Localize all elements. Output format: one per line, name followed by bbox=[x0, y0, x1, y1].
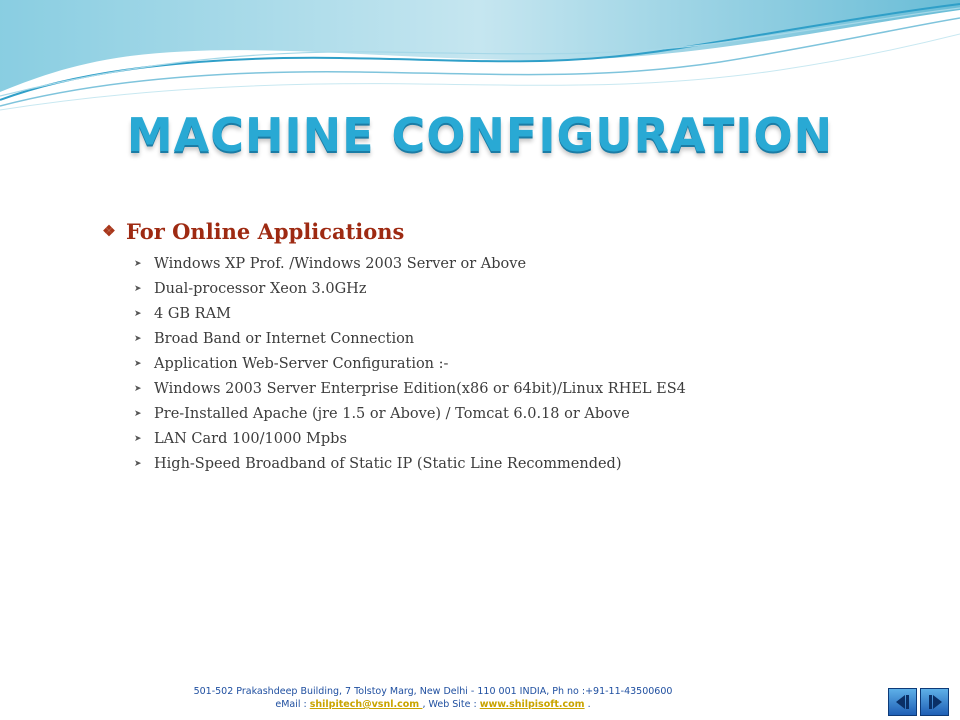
list-item bbox=[134, 251, 860, 276]
arrow-bullet-icon: ➤ bbox=[134, 358, 142, 369]
list-item-text: 4 GB RAM bbox=[154, 305, 231, 322]
list-item bbox=[134, 301, 860, 326]
footer-address: 501-502 Prakashdeep Building, 7 Tolstoy Marg, New Delhi - 110 001 INDIA, Ph no :+91-11-43500600 bbox=[193, 686, 673, 697]
section-heading-text: For Online Applications bbox=[126, 218, 405, 244]
slide-title: MACHINE CONFIGURATION bbox=[126, 108, 834, 162]
list-item bbox=[134, 451, 860, 476]
arrow-bullet-icon: ➤ bbox=[134, 308, 142, 319]
list-item-text: High-Speed Broadband of Static IP (Static Line Recommended) bbox=[154, 455, 622, 472]
list-item bbox=[134, 326, 860, 351]
list-item bbox=[134, 426, 860, 451]
next-slide-button[interactable] bbox=[920, 688, 949, 716]
header-wave-decoration bbox=[0, 0, 960, 120]
list-item bbox=[134, 351, 860, 376]
list-item bbox=[134, 376, 860, 401]
footer bbox=[0, 685, 866, 711]
arrow-bullet-icon: ➤ bbox=[134, 258, 142, 269]
email-link[interactable]: shilpitech@vsnl.com bbox=[309, 699, 423, 710]
arrow-bullet-icon: ➤ bbox=[134, 383, 142, 394]
previous-slide-icon bbox=[894, 693, 912, 711]
arrow-bullet-icon: ➤ bbox=[134, 458, 142, 469]
arrow-bullet-icon: ➤ bbox=[134, 433, 142, 444]
list-item bbox=[134, 276, 860, 301]
list-item-text: Pre-Installed Apache (jre 1.5 or Above) / Tomcat 6.0.18 or Above bbox=[154, 405, 630, 422]
list-item-text: Dual-processor Xeon 3.0GHz bbox=[154, 280, 367, 297]
email-label: eMail : bbox=[275, 699, 310, 710]
footer-end: . bbox=[584, 699, 591, 710]
list-item-text: Windows XP Prof. /Windows 2003 Server or Above bbox=[154, 255, 527, 272]
slide-navigation bbox=[888, 688, 950, 716]
diamond-bullet-icon: ❖ bbox=[102, 222, 116, 240]
website-link[interactable]: www.shilpisoft.com bbox=[479, 699, 585, 710]
list-item-text: LAN Card 100/1000 Mpbs bbox=[154, 430, 347, 447]
arrow-bullet-icon: ➤ bbox=[134, 408, 142, 419]
requirements-list bbox=[100, 251, 860, 476]
arrow-bullet-icon: ➤ bbox=[134, 283, 142, 294]
previous-slide-button[interactable] bbox=[888, 688, 917, 716]
next-slide-icon bbox=[926, 693, 944, 711]
footer-contact bbox=[0, 698, 866, 711]
section-online-applications bbox=[100, 214, 860, 476]
website-label: , Web Site : bbox=[422, 699, 480, 710]
list-item bbox=[134, 401, 860, 426]
section-heading bbox=[100, 214, 860, 248]
list-item-text: Application Web-Server Configuration :- bbox=[154, 355, 449, 372]
list-item-text: Windows 2003 Server Enterprise Edition(x86 or 64bit)/Linux RHEL ES4 bbox=[154, 380, 686, 397]
list-item-text: Broad Band or Internet Connection bbox=[154, 330, 415, 347]
arrow-bullet-icon: ➤ bbox=[134, 333, 142, 344]
